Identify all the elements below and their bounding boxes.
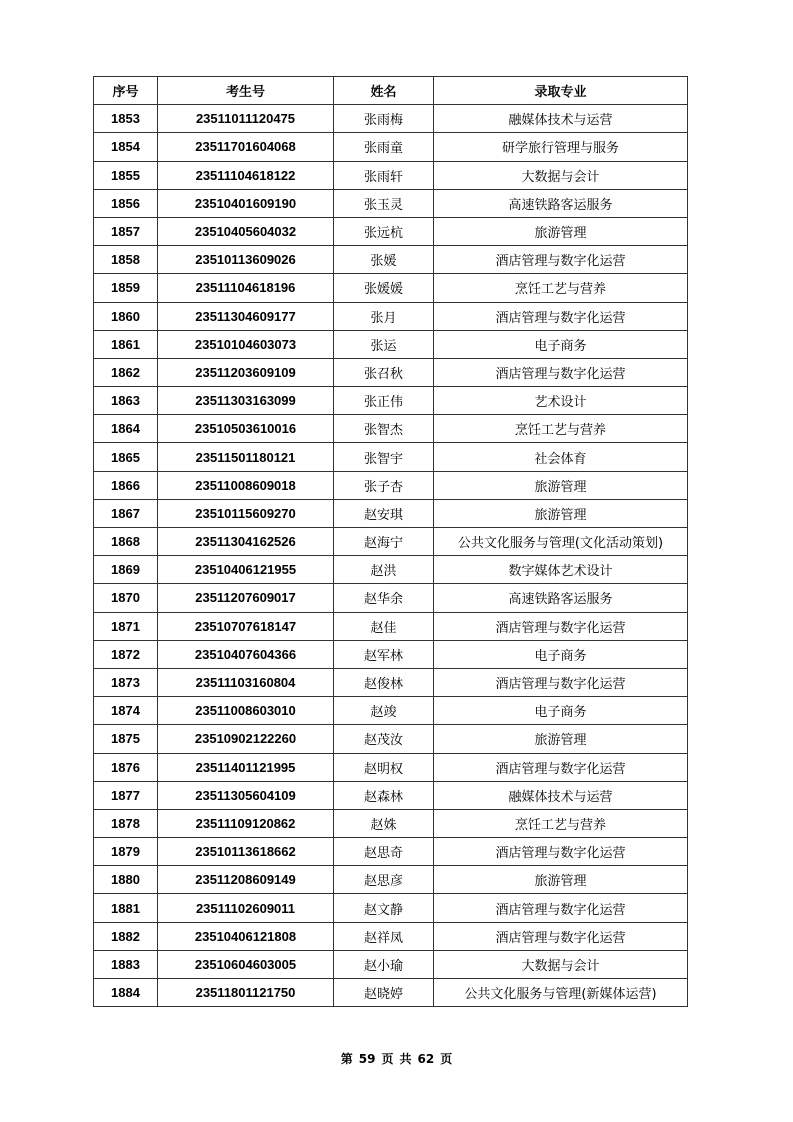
cell-name: 张雨童 <box>334 133 434 161</box>
cell-exam-no: 23511701604068 <box>158 133 334 161</box>
cell-seq: 1874 <box>94 697 158 725</box>
cell-seq: 1859 <box>94 274 158 302</box>
table-row <box>94 330 688 358</box>
table-row <box>94 105 688 133</box>
cell-exam-no: 23511501180121 <box>158 443 334 471</box>
cell-major: 酒店管理与数字化运营 <box>434 894 688 922</box>
cell-major: 烹饪工艺与营养 <box>434 415 688 443</box>
table-row <box>94 584 688 612</box>
table-row <box>94 387 688 415</box>
cell-name: 赵明权 <box>334 753 434 781</box>
cell-major: 旅游管理 <box>434 471 688 499</box>
cell-seq: 1854 <box>94 133 158 161</box>
cell-exam-no: 23511401121995 <box>158 753 334 781</box>
cell-exam-no: 23511305604109 <box>158 781 334 809</box>
cell-name: 赵俊林 <box>334 668 434 696</box>
cell-name: 赵华余 <box>334 584 434 612</box>
cell-name: 赵晓婷 <box>334 979 434 1007</box>
cell-exam-no: 23510707618147 <box>158 612 334 640</box>
cell-exam-no: 23511203609109 <box>158 358 334 386</box>
cell-seq: 1868 <box>94 528 158 556</box>
cell-major: 艺术设计 <box>434 387 688 415</box>
table-row <box>94 922 688 950</box>
cell-major: 电子商务 <box>434 697 688 725</box>
footer-page-word: 页 <box>381 1052 394 1066</box>
cell-name: 赵思奇 <box>334 838 434 866</box>
table-row <box>94 246 688 274</box>
table-row <box>94 133 688 161</box>
cell-exam-no: 23510104603073 <box>158 330 334 358</box>
cell-seq: 1876 <box>94 753 158 781</box>
cell-exam-no: 23511008609018 <box>158 471 334 499</box>
cell-major: 旅游管理 <box>434 499 688 527</box>
cell-seq: 1867 <box>94 499 158 527</box>
cell-major: 数字媒体艺术设计 <box>434 556 688 584</box>
cell-exam-no: 23511303163099 <box>158 387 334 415</box>
cell-name: 张雨梅 <box>334 105 434 133</box>
table-row <box>94 556 688 584</box>
cell-seq: 1857 <box>94 217 158 245</box>
table-row <box>94 499 688 527</box>
cell-major: 公共文化服务与管理(新媒体运营) <box>434 979 688 1007</box>
cell-exam-no: 23511104618196 <box>158 274 334 302</box>
table-row <box>94 753 688 781</box>
cell-exam-no: 23510902122260 <box>158 725 334 753</box>
cell-seq: 1880 <box>94 866 158 894</box>
cell-major: 酒店管理与数字化运营 <box>434 838 688 866</box>
table-row <box>94 809 688 837</box>
cell-name: 赵文静 <box>334 894 434 922</box>
cell-name: 赵思彦 <box>334 866 434 894</box>
table-row <box>94 415 688 443</box>
cell-seq: 1870 <box>94 584 158 612</box>
cell-major: 旅游管理 <box>434 725 688 753</box>
header-major: 录取专业 <box>434 77 688 105</box>
cell-major: 酒店管理与数字化运营 <box>434 668 688 696</box>
cell-seq: 1866 <box>94 471 158 499</box>
cell-name: 张智宇 <box>334 443 434 471</box>
table-row <box>94 612 688 640</box>
cell-seq: 1871 <box>94 612 158 640</box>
table-row <box>94 161 688 189</box>
cell-exam-no: 23510115609270 <box>158 499 334 527</box>
cell-major: 社会体育 <box>434 443 688 471</box>
cell-seq: 1860 <box>94 302 158 330</box>
table-row <box>94 528 688 556</box>
cell-name: 张正伟 <box>334 387 434 415</box>
table-row <box>94 668 688 696</box>
cell-name: 张雨轩 <box>334 161 434 189</box>
cell-name: 赵佳 <box>334 612 434 640</box>
cell-exam-no: 23511304609177 <box>158 302 334 330</box>
cell-exam-no: 23510604603005 <box>158 950 334 978</box>
cell-name: 赵洪 <box>334 556 434 584</box>
cell-major: 高速铁路客运服务 <box>434 189 688 217</box>
cell-major: 高速铁路客运服务 <box>434 584 688 612</box>
cell-seq: 1879 <box>94 838 158 866</box>
header-exam-no: 考生号 <box>158 77 334 105</box>
cell-major: 酒店管理与数字化运营 <box>434 922 688 950</box>
table-row <box>94 471 688 499</box>
cell-seq: 1865 <box>94 443 158 471</box>
cell-major: 大数据与会计 <box>434 161 688 189</box>
cell-seq: 1877 <box>94 781 158 809</box>
cell-exam-no: 23511103160804 <box>158 668 334 696</box>
cell-exam-no: 23510113609026 <box>158 246 334 274</box>
cell-name: 赵竣 <box>334 697 434 725</box>
table-row <box>94 217 688 245</box>
table-row <box>94 189 688 217</box>
cell-major: 研学旅行管理与服务 <box>434 133 688 161</box>
table-row <box>94 443 688 471</box>
table-row <box>94 979 688 1007</box>
table-row <box>94 866 688 894</box>
cell-exam-no: 23511304162526 <box>158 528 334 556</box>
cell-exam-no: 23511008603010 <box>158 697 334 725</box>
cell-name: 赵森林 <box>334 781 434 809</box>
cell-name: 张媛 <box>334 246 434 274</box>
table-row <box>94 781 688 809</box>
cell-exam-no: 23510406121808 <box>158 922 334 950</box>
cell-name: 赵军林 <box>334 640 434 668</box>
footer-prefix: 第 <box>340 1052 353 1066</box>
cell-name: 赵小瑜 <box>334 950 434 978</box>
cell-major: 旅游管理 <box>434 217 688 245</box>
cell-name: 赵姝 <box>334 809 434 837</box>
table-row <box>94 302 688 330</box>
cell-exam-no: 23510405604032 <box>158 217 334 245</box>
table-row <box>94 950 688 978</box>
cell-exam-no: 23511801121750 <box>158 979 334 1007</box>
table-row <box>94 838 688 866</box>
cell-major: 电子商务 <box>434 330 688 358</box>
cell-exam-no: 23511011120475 <box>158 105 334 133</box>
cell-major: 酒店管理与数字化运营 <box>434 302 688 330</box>
cell-major: 酒店管理与数字化运营 <box>434 358 688 386</box>
cell-exam-no: 23511207609017 <box>158 584 334 612</box>
cell-major: 融媒体技术与运营 <box>434 105 688 133</box>
cell-major: 公共文化服务与管理(文化活动策划) <box>434 528 688 556</box>
cell-exam-no: 23511104618122 <box>158 161 334 189</box>
table-row <box>94 725 688 753</box>
cell-seq: 1858 <box>94 246 158 274</box>
cell-exam-no: 23511109120862 <box>158 809 334 837</box>
cell-name: 赵安琪 <box>334 499 434 527</box>
table-row <box>94 274 688 302</box>
header-name: 姓名 <box>334 77 434 105</box>
cell-seq: 1881 <box>94 894 158 922</box>
footer-current-page: 59 <box>358 1052 376 1066</box>
cell-seq: 1882 <box>94 922 158 950</box>
cell-major: 旅游管理 <box>434 866 688 894</box>
cell-exam-no: 23510406121955 <box>158 556 334 584</box>
cell-seq: 1872 <box>94 640 158 668</box>
cell-major: 电子商务 <box>434 640 688 668</box>
cell-major: 酒店管理与数字化运营 <box>434 753 688 781</box>
cell-seq: 1864 <box>94 415 158 443</box>
cell-seq: 1862 <box>94 358 158 386</box>
cell-exam-no: 23511208609149 <box>158 866 334 894</box>
cell-exam-no: 23510113618662 <box>158 838 334 866</box>
cell-seq: 1875 <box>94 725 158 753</box>
table-header-row <box>94 77 688 105</box>
cell-seq: 1853 <box>94 105 158 133</box>
admission-roster-table <box>93 76 688 1007</box>
cell-exam-no: 23510503610016 <box>158 415 334 443</box>
cell-name: 张召秋 <box>334 358 434 386</box>
table-row <box>94 640 688 668</box>
cell-name: 张媛媛 <box>334 274 434 302</box>
cell-name: 张子杏 <box>334 471 434 499</box>
cell-exam-no: 23510407604366 <box>158 640 334 668</box>
page-footer <box>0 1050 793 1067</box>
cell-seq: 1878 <box>94 809 158 837</box>
cell-major: 酒店管理与数字化运营 <box>434 246 688 274</box>
cell-name: 张运 <box>334 330 434 358</box>
cell-seq: 1856 <box>94 189 158 217</box>
cell-name: 张玉灵 <box>334 189 434 217</box>
cell-name: 赵祥凤 <box>334 922 434 950</box>
cell-major: 烹饪工艺与营养 <box>434 274 688 302</box>
footer-suffix: 页 <box>440 1052 453 1066</box>
cell-seq: 1855 <box>94 161 158 189</box>
cell-seq: 1883 <box>94 950 158 978</box>
cell-name: 赵茂汝 <box>334 725 434 753</box>
cell-exam-no: 23510401609190 <box>158 189 334 217</box>
cell-name: 张智杰 <box>334 415 434 443</box>
cell-major: 酒店管理与数字化运营 <box>434 612 688 640</box>
cell-name: 张远杭 <box>334 217 434 245</box>
cell-name: 张月 <box>334 302 434 330</box>
cell-seq: 1861 <box>94 330 158 358</box>
cell-name: 赵海宁 <box>334 528 434 556</box>
footer-total-word: 共 <box>399 1052 412 1066</box>
table-row <box>94 697 688 725</box>
footer-total-pages: 62 <box>417 1052 435 1066</box>
table-row <box>94 358 688 386</box>
cell-major: 烹饪工艺与营养 <box>434 809 688 837</box>
cell-major: 融媒体技术与运营 <box>434 781 688 809</box>
cell-seq: 1869 <box>94 556 158 584</box>
cell-seq: 1873 <box>94 668 158 696</box>
cell-major: 大数据与会计 <box>434 950 688 978</box>
table-body <box>94 105 688 1007</box>
header-seq: 序号 <box>94 77 158 105</box>
cell-seq: 1863 <box>94 387 158 415</box>
cell-seq: 1884 <box>94 979 158 1007</box>
table-row <box>94 894 688 922</box>
cell-exam-no: 23511102609011 <box>158 894 334 922</box>
